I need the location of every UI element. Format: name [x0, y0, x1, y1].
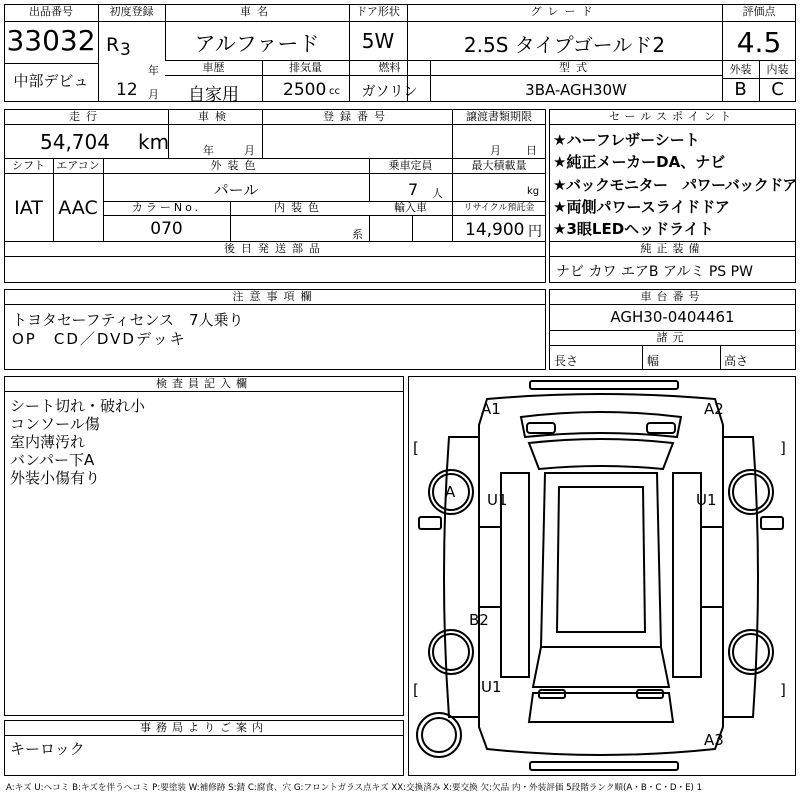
legend: A:キズ U:ヘコミ B:キズを伴うヘコミ P:要塗装 W:補修跡 S:錆 C:腐食、穴 G:フロントガラス点キズ XX:交換済み X:要交換 欠:欠品 内・外装評価 5段階ランク順(A・B・C・D・E) 1	[6, 783, 703, 793]
inspection-label: 車検	[198, 110, 232, 123]
year-unit: 年	[148, 64, 159, 77]
later-parts-label: 後日発送部品	[224, 242, 326, 255]
notes-line: トヨタセーフティセンス 7人乗り	[12, 311, 244, 329]
sales-point-item: ★バックモニター パワーバックドア	[553, 176, 797, 194]
seats-label: 乗車定員	[388, 159, 433, 172]
damage-mark-a1: A1	[481, 400, 501, 418]
inspector-line: バンパー下A	[10, 451, 95, 469]
sales-point-item: ★ハーフレザーシート	[553, 131, 700, 149]
displacement-label: 排気量	[289, 61, 322, 74]
colorno-label: カラーNo.	[131, 201, 202, 214]
recycle-fee: 14,900	[465, 220, 525, 240]
score: 4.5	[736, 26, 782, 59]
damage-mark-u1-left: U1	[487, 491, 508, 509]
sales-point-item: ★両側パワースライドドア	[553, 198, 730, 216]
fuel: ガソリン	[361, 84, 418, 100]
model-label: 型式	[559, 61, 593, 74]
history-label: 車歴	[202, 61, 225, 74]
damage-mark-u1-rear: U1	[481, 678, 502, 696]
bracket-open: [	[413, 681, 419, 699]
office-note: キーロック	[10, 740, 85, 758]
first-reg-era: R	[106, 34, 120, 56]
inspector-line: 外装小傷有り	[10, 469, 101, 487]
equipment: ナビ カワ エアB アルミ PS PW	[556, 264, 753, 280]
bracket-close: ]	[780, 681, 786, 699]
damage-mark-a3: A3	[704, 731, 724, 749]
mileage-label: 走行	[69, 110, 103, 123]
mileage-unit: km	[138, 130, 170, 154]
ac-label: エアコン	[56, 159, 100, 172]
spec-height-label: 高さ	[724, 354, 749, 368]
load-label: 最大積載量	[471, 159, 527, 172]
damage-mark-a2: A2	[704, 400, 724, 418]
equipment-label: 純正装備	[640, 242, 705, 255]
notes-label: 注意事項欄	[232, 290, 318, 303]
exterior-color: パール	[213, 181, 259, 199]
door-type: 5W	[361, 29, 395, 53]
color-label: 外装色	[210, 159, 262, 172]
grade-label: グレード	[530, 5, 599, 18]
damage-mark-a: A	[445, 483, 456, 501]
intcolor-unit: 系	[352, 228, 363, 241]
chassis-number: AGH30-0404461	[610, 308, 735, 326]
history: 自家用	[188, 85, 239, 105]
grade: 2.5S タイプゴールド2	[463, 33, 666, 57]
inspector-label: 検査員記入欄	[156, 377, 252, 390]
lot-label: 出品番号	[29, 5, 73, 18]
bracket-close: ]	[780, 439, 786, 457]
sales-point-item: ★3眼LEDヘッドライト	[553, 220, 714, 238]
car-name-label: 車名	[240, 5, 274, 18]
int-grade-label: 内装	[766, 63, 789, 76]
regno-label: 登録番号	[323, 110, 391, 123]
damage-diagram	[408, 376, 796, 776]
lot-number: 33032	[6, 24, 96, 57]
model-code: 3BA-AGH30W	[525, 81, 627, 99]
displacement: 2500	[283, 80, 327, 100]
car-name: アルファード	[194, 32, 320, 56]
shift-label: シフト	[12, 159, 45, 172]
intcolor-label: 内装色	[274, 201, 325, 214]
car-diagram-svg	[409, 377, 794, 774]
ac: AAC	[58, 197, 98, 219]
inspection-month-unit: 月	[244, 144, 255, 157]
spec-length-label: 長さ	[554, 354, 579, 368]
ext-grade: B	[734, 79, 747, 100]
spec-label: 諸元	[656, 331, 689, 344]
recycle-label: リサイクル預託金	[463, 203, 535, 213]
seats: 7	[408, 180, 419, 199]
transfer-month-unit: 月	[490, 144, 501, 157]
inspector-line: シート切れ・破れ小	[10, 397, 146, 415]
door-label: ドア形状	[356, 5, 400, 18]
damage-mark-u1-right: U1	[696, 491, 717, 509]
chassis-label: 車台番号	[640, 290, 705, 303]
import-label: 輸入車	[394, 201, 427, 214]
sales-point-label: セールスポイント	[608, 110, 736, 123]
damage-mark-b2: B2	[469, 611, 489, 629]
color-number: 070	[150, 219, 183, 239]
mileage: 54,704	[40, 130, 110, 154]
int-grade: C	[771, 79, 784, 100]
spec-width-label: 幅	[647, 354, 660, 368]
shift: IAT	[14, 197, 43, 219]
first-reg-year: 3	[120, 40, 131, 60]
sales-point-item: ★純正メーカーDA、ナビ	[553, 153, 726, 171]
office-label: 事務局よりご案内	[140, 721, 268, 734]
recycle-unit: 円	[528, 224, 542, 240]
inspector-line: コンソール傷	[10, 415, 100, 433]
debut-label: 中部デビュ	[13, 72, 89, 90]
score-label: 評価点	[742, 5, 776, 18]
seats-unit: 人	[432, 187, 443, 200]
load-unit: kg	[527, 186, 540, 197]
inspection-year-unit: 年	[203, 144, 214, 157]
first-reg-month: 12	[116, 80, 138, 100]
transfer-day-unit: 日	[526, 144, 537, 157]
displacement-unit: cc	[329, 86, 340, 97]
fuel-label: 燃料	[378, 61, 401, 74]
month-unit: 月	[148, 88, 159, 101]
first-reg-label: 初度登録	[109, 5, 154, 18]
ext-grade-label: 外装	[729, 63, 752, 76]
bracket-open: [	[413, 439, 419, 457]
inspector-line: 室内薄汚れ	[10, 433, 86, 451]
transfer-label: 譲渡書類期限	[466, 110, 532, 123]
notes-line: OP CD／DVDデッキ	[12, 330, 187, 348]
